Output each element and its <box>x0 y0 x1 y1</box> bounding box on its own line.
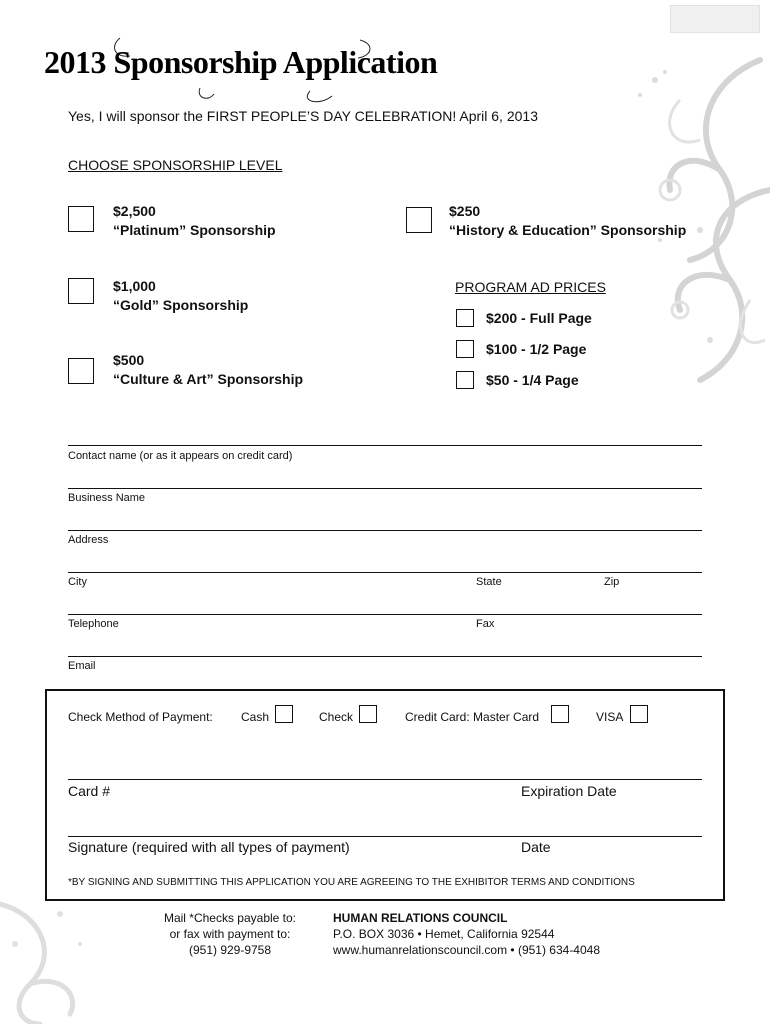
mail-line-1: Mail *Checks payable to: <box>163 911 297 925</box>
email-label: Email <box>68 660 96 672</box>
organization-address: P.O. BOX 3036 • Hemet, California 92544 <box>333 927 555 941</box>
visa-label: VISA <box>596 710 624 724</box>
ad-quarter-page-label: $50 - 1/4 Page <box>486 372 579 388</box>
ad-half-page-checkbox[interactable] <box>456 340 474 358</box>
level-gold <box>113 277 248 315</box>
terms-notice: *BY SIGNING AND SUBMITTING THIS APPLICATION YOU ARE AGREEING TO THE EXHIBITOR TERMS AND CONDITIONS <box>68 877 635 888</box>
card-number-line[interactable] <box>68 779 702 780</box>
telephone-fax-line[interactable] <box>68 614 702 615</box>
level-culture-art <box>113 351 303 389</box>
ad-full-page-label: $200 - Full Page <box>486 310 592 326</box>
contact-name-label: Contact name (or as it appears on credit card) <box>68 450 293 462</box>
payment-method-label: Check Method of Payment: <box>68 710 213 724</box>
ad-half-page-label: $100 - 1/2 Page <box>486 341 587 357</box>
history-education-checkbox[interactable] <box>406 207 432 233</box>
gold-checkbox[interactable] <box>68 278 94 304</box>
level-name: “Gold” Sponsorship <box>113 297 249 313</box>
fax-number: (951) 929-9758 <box>188 943 272 957</box>
zip-label: Zip <box>604 576 620 588</box>
organization-info <box>333 910 600 958</box>
culture-art-checkbox[interactable] <box>68 358 94 384</box>
program-ad-heading: PROGRAM AD PRICES <box>455 279 606 295</box>
page-title: 2013 Sponsorship Application <box>44 44 438 80</box>
mail-instructions <box>150 910 310 958</box>
level-amount: $2,500 <box>113 203 156 219</box>
expiration-label: Expiration Date <box>521 783 617 799</box>
address-line[interactable] <box>68 530 702 531</box>
level-platinum <box>113 202 276 240</box>
fax-label: Fax <box>476 618 495 630</box>
level-history-education <box>449 202 686 240</box>
ad-full-page-checkbox[interactable] <box>456 309 474 327</box>
signature-label: Signature (required with all types of payment) <box>68 839 350 855</box>
level-name: “History & Education” Sponsorship <box>449 222 687 238</box>
level-name: “Platinum” Sponsorship <box>113 222 276 238</box>
mail-line-2: or fax with payment to: <box>169 927 291 941</box>
state-label: State <box>476 576 502 588</box>
level-name: “Culture & Art” Sponsorship <box>113 371 304 387</box>
cash-label: Cash <box>241 710 270 724</box>
card-number-label: Card # <box>68 783 111 799</box>
cash-checkbox[interactable] <box>275 705 293 723</box>
organization-name: HUMAN RELATIONS COUNCIL <box>333 911 508 925</box>
ad-quarter-page-checkbox[interactable] <box>456 371 474 389</box>
city-label: City <box>68 576 87 588</box>
mastercard-checkbox[interactable] <box>551 705 569 723</box>
organization-contact: www.humanrelationscouncil.com • (951) 634-4048 <box>333 943 601 957</box>
signature-line[interactable] <box>68 836 702 837</box>
telephone-label: Telephone <box>68 618 119 630</box>
intro-text: Yes, I will sponsor the FIRST PEOPLE’S DAY CELEBRATION! April 6, 2013 <box>68 108 538 124</box>
check-checkbox[interactable] <box>359 705 377 723</box>
level-amount: $250 <box>449 203 481 219</box>
business-name-line[interactable] <box>68 488 702 489</box>
check-label: Check <box>319 710 354 724</box>
business-name-label: Business Name <box>68 492 146 504</box>
choose-level-heading: CHOOSE SPONSORSHIP LEVEL <box>68 157 283 173</box>
address-label: Address <box>68 534 109 546</box>
visa-checkbox[interactable] <box>630 705 648 723</box>
corner-placeholder <box>670 5 760 33</box>
level-amount: $500 <box>113 352 145 368</box>
date-label: Date <box>521 839 551 855</box>
level-amount: $1,000 <box>113 278 156 294</box>
email-line[interactable] <box>68 656 702 657</box>
contact-name-line[interactable] <box>68 445 702 446</box>
mastercard-label: Credit Card: Master Card <box>405 710 540 724</box>
city-state-zip-line[interactable] <box>68 572 702 573</box>
platinum-checkbox[interactable] <box>68 206 94 232</box>
